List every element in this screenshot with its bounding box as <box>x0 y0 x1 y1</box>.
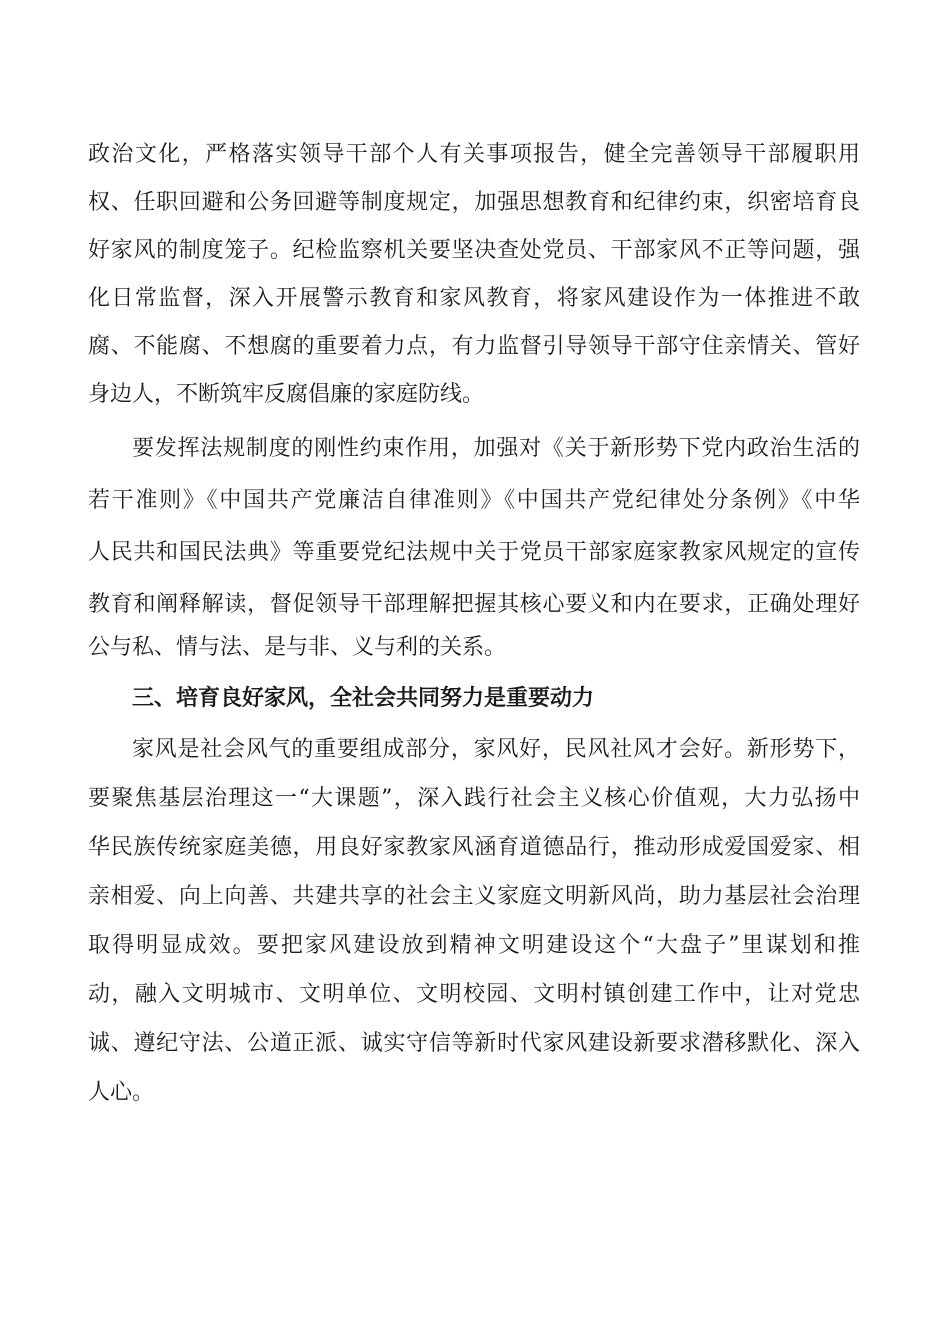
section-heading: 三、培育良好家风，全社会共同努力是重要动力 <box>132 686 595 711</box>
text-line: 好家风的制度笼子。纪检监察机关要坚决查处党员、干部家风不正等问题，强 <box>88 238 860 263</box>
text-line: 人民共和国民法典》等重要党纪法规中关于党员干部家庭家教家风规定的宣传 <box>88 540 860 565</box>
text-line: 腐、不能腐、不想腐的重要着力点，有力监督引导领导干部守住亲情关、管好 <box>88 334 860 359</box>
text-line: 取得明显成效。要把家风建设放到精神文明建设这个“大盘子”里谋划和推 <box>88 933 860 958</box>
text-line: 人心。 <box>88 1080 155 1105</box>
text-line: 华民族传统家庭美德，用良好家教家风涵育道德品行，推动形成爱国爱家、相 <box>88 835 860 860</box>
text-line: 教育和阐释解读，督促领导干部理解把握其核心要义和内在要求，正确处理好 <box>88 592 860 617</box>
text-line: 公与私、情与法、是与非、义与利的关系。 <box>88 635 507 660</box>
text-line: 家风是社会风气的重要组成部分，家风好，民风社风才会好。新形势下， <box>132 737 860 762</box>
text-line: 化日常监督，深入开展警示教育和家风教育，将家风建设作为一体推进不敢 <box>88 286 860 311</box>
text-line: 动，融入文明城市、文明单位、文明校园、文明村镇创建工作中，让对党忠 <box>88 982 860 1007</box>
text-line: 身边人，不断筑牢反腐倡廉的家庭防线。 <box>88 382 485 407</box>
text-line: 亲相爱、向上向善、共建共享的社会主义家庭文明新风尚，助力基层社会治理 <box>88 884 860 909</box>
text-line: 若干准则》《中国共产党廉洁自律准则》《中国共产党纪律处分条例》《中华 <box>88 488 860 513</box>
text-line: 政治文化，严格落实领导干部个人有关事项报告，健全完善领导干部履职用 <box>88 142 860 167</box>
text-line: 要发挥法规制度的刚性约束作用，加强对《关于新形势下党内政治生活的 <box>132 436 860 461</box>
text-line: 权、任职回避和公务回避等制度规定，加强思想教育和纪律约束，织密培育良 <box>88 190 860 215</box>
text-line: 要聚焦基层治理这一“大课题”，深入践行社会主义核心价值观，大力弘扬中 <box>88 786 860 811</box>
text-line: 诚、遵纪守法、公道正派、诚实守信等新时代家风建设新要求潜移默化、深入 <box>88 1031 860 1056</box>
